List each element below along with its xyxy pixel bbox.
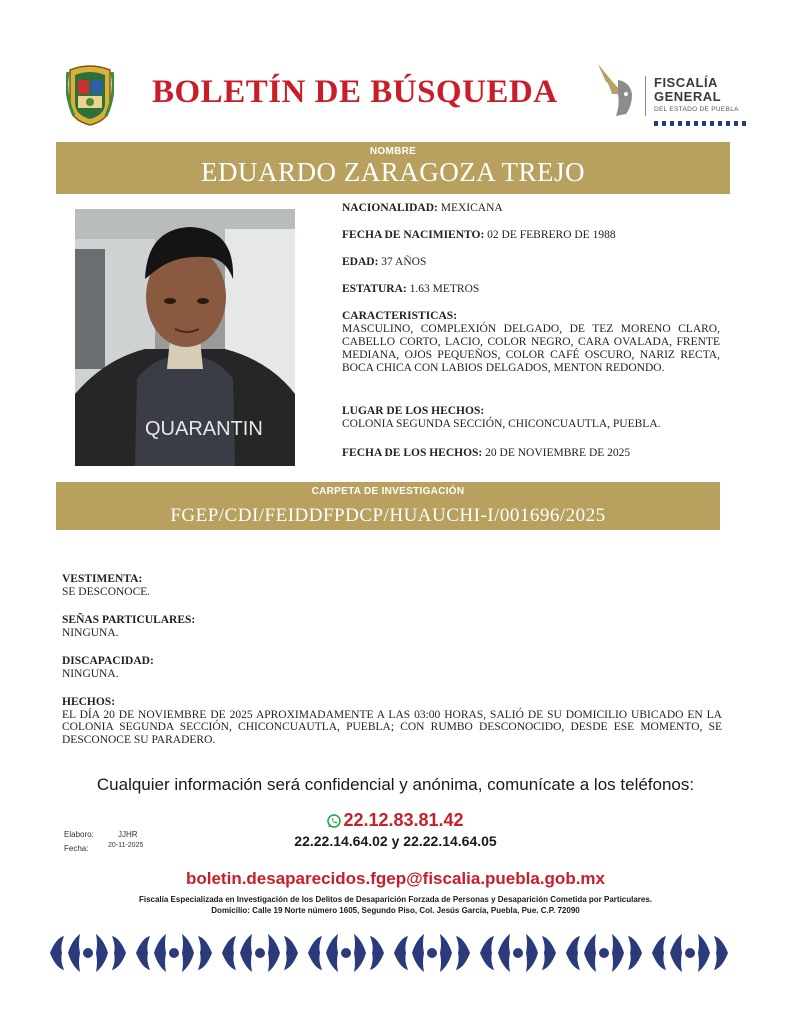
field-hechos: [62, 696, 722, 746]
field-estatura: [342, 283, 720, 296]
whatsapp-icon: [327, 812, 341, 833]
fiscalia-logo-text: [654, 76, 764, 114]
field-senas: [62, 614, 722, 639]
fiscalia-pattern: [654, 113, 750, 118]
hechos-value: EL DÍA 20 DE NOVIEMBRE DE 2025 APROXIMADAMENTE A LAS 03:00 HORAS, SALIÓ DE SU DOMICILIO UBICADO EN LA COLONIA SEGUNDA SECCIÓN, CHICONCUAUTLA, PUEBLA; CON RUMBO DESCONOCIDO, DESDE ESE MOMENTO, SE DESCONOCE SU PARADERO.: [62, 708, 722, 746]
senas-label: SEÑAS PARTICULARES:: [62, 614, 196, 626]
field-vestimenta: [62, 573, 722, 598]
fecha-nacimiento-value: 02 DE FEBRERO DE 1988: [487, 229, 616, 241]
field-nacionalidad: [342, 202, 720, 215]
person-name: EDUARDO ZARAGOZA TREJO: [200, 157, 585, 187]
footer-address: Domicilio: Calle 19 Norte número 1605, Segundo Piso, Col. Jesús García, Puebla, Pue. C.P. 72090: [211, 906, 580, 915]
talavera-pattern: [50, 930, 730, 976]
carpeta-number: FGEP/CDI/FEIDDFPDCP/HUAUCHI-I/001696/2025: [170, 505, 606, 526]
fecha-hechos-label: FECHA DE LOS HECHOS:: [342, 447, 483, 459]
vestimenta-value: SE DESCONOCE.: [62, 585, 151, 598]
nacionalidad-label: NACIONALIDAD:: [342, 202, 438, 214]
field-fecha-nacimiento: [342, 229, 720, 242]
puebla-state-seal: [66, 64, 114, 126]
vestimenta-label: VESTIMENTA:: [62, 573, 143, 585]
edad-label: EDAD:: [342, 256, 379, 268]
phone-main-number: 22.12.83.81.42: [343, 810, 464, 830]
fiscalia-emblem-icon: [592, 60, 638, 122]
footer-agency: Fiscalía Especializada en Investigación de los Delitos de Desaparición Forzada de Personas y Desaparición Cometida por Particulares.: [138, 895, 653, 904]
field-discapacidad: [62, 655, 722, 680]
fecha-nacimiento-label: FECHA DE NACIMIENTO:: [342, 229, 485, 241]
field-edad: [342, 256, 720, 269]
name-label: NOMBRE: [369, 146, 417, 157]
shirt-print: QUARANTIN: [145, 418, 263, 440]
lugar-label: LUGAR DE LOS HECHOS:: [342, 405, 485, 417]
fecha-hechos-value: 20 DE NOVIEMBRE DE 2025: [485, 447, 631, 459]
senas-value: NINGUNA.: [62, 626, 119, 639]
fiscalia-line3: DEL ESTADO DE PUEBLA: [654, 106, 739, 113]
contact-email[interactable]: boletin.desaparecidos.fgep@fiscalia.puebla.gob.mx: [185, 869, 605, 888]
discapacidad-label: DISCAPACIDAD:: [62, 655, 154, 667]
caracteristicas-label: CARACTERISTICAS:: [342, 310, 458, 322]
elaboro-value: JJHR: [118, 830, 138, 839]
edad-value: 37 AÑOS: [381, 256, 427, 268]
fecha-value: 20-11-2025: [108, 842, 144, 849]
name-banner: [56, 142, 730, 194]
person-photo: [75, 209, 295, 466]
caracteristicas-value: MASCULINO, COMPLEXIÓN DELGADO, DE TEZ MORENO CLARO, CABELLO CORTO, LACIO, COLOR NEGRO, CARA OVALADA, FRENTE MEDIANA, OJOS PEQUEÑOS, COLOR CAFÉ OSCURO, NARIZ RECTA, BOCA CHICA CON LABIOS DELGADOS, MENTON REDONDO.: [342, 323, 720, 374]
fiscalia-divider: [645, 76, 646, 116]
page-title: BOLETÍN DE BÚSQUEDA: [152, 74, 558, 110]
discapacidad-value: NINGUNA.: [62, 667, 119, 680]
secondary-phones[interactable]: 22.22.14.64.02 y 22.22.14.64.05: [294, 833, 497, 849]
field-caracteristicas: [342, 310, 720, 375]
carpeta-label: CARPETA DE INVESTIGACIÓN: [311, 486, 465, 497]
fiscalia-line1: FISCALÍA: [654, 75, 718, 90]
elaboro-label: Elaboro:: [64, 830, 94, 839]
nacionalidad-value: MEXICANA: [440, 202, 503, 214]
fiscalia-line2: GENERAL: [654, 89, 722, 104]
field-lugar: [342, 405, 720, 431]
field-fecha-hechos: [342, 447, 720, 460]
contact-message: Cualquier información será confidencial y anónima, comunícate a los teléfonos:: [96, 775, 695, 794]
lugar-value: COLONIA SEGUNDA SECCIÓN, CHICONCUAUTLA, PUEBLA.: [342, 418, 661, 430]
carpeta-banner: [56, 482, 720, 530]
estatura-label: ESTATURA:: [342, 283, 407, 295]
estatura-value: 1.63 METROS: [409, 283, 480, 295]
fecha-label: Fecha:: [64, 844, 89, 853]
hechos-label: HECHOS:: [62, 696, 116, 708]
